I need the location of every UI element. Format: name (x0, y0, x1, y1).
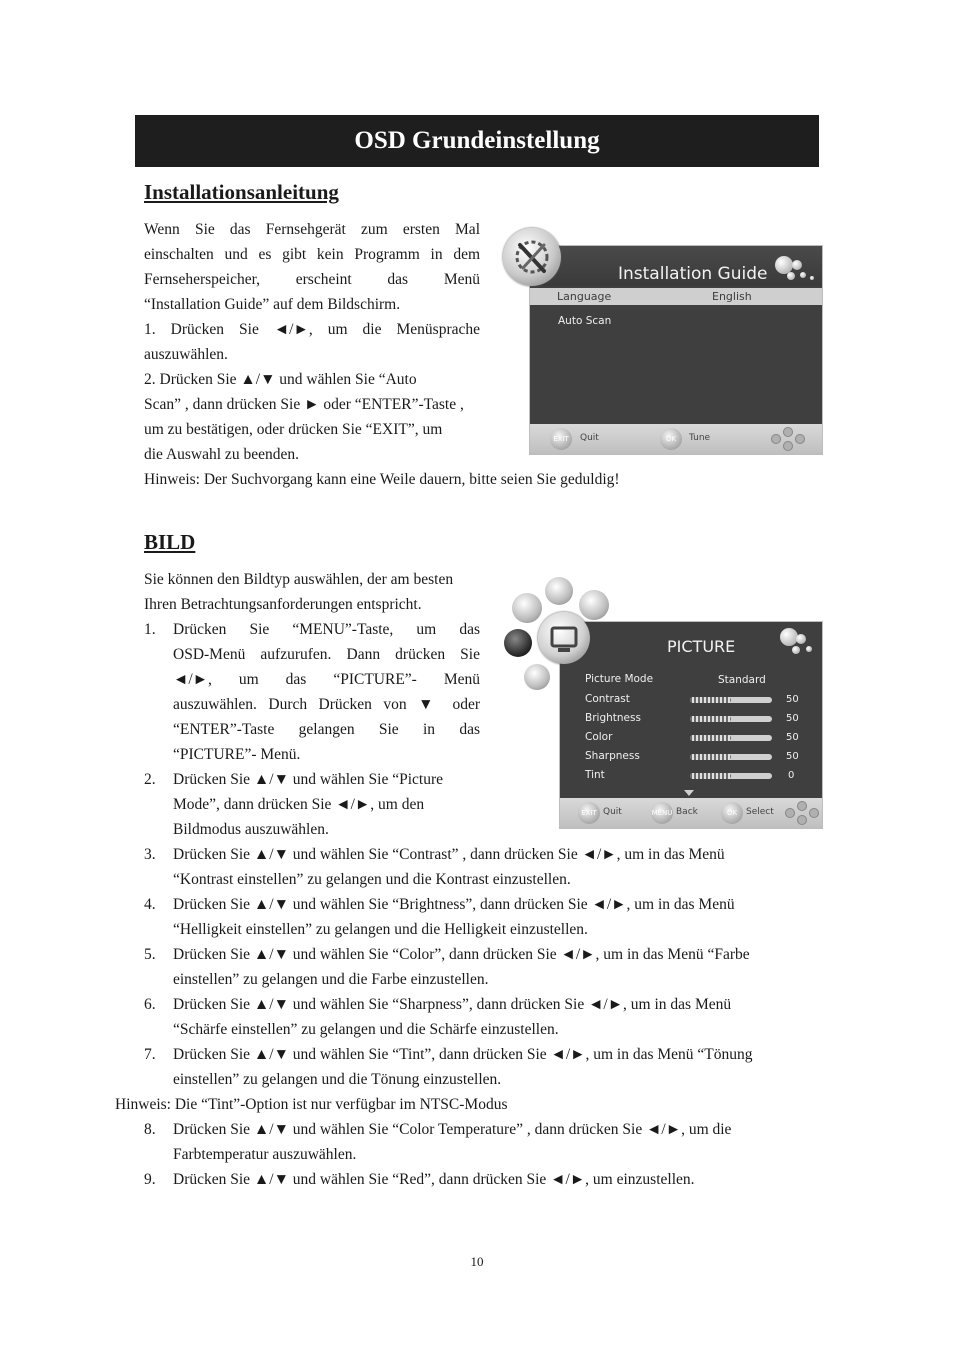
intro-line: “Installation Guide” auf dem Bildschirm. (144, 296, 401, 313)
item-line: Drücken Sie ▲/▼ und wählen Sie “Red”, dann drücken Sie ◄/►, um einzustellen. (173, 1171, 695, 1188)
language-value: English (712, 290, 752, 303)
item-line: Drücken Sie ▲/▼ und wählen Sie “Brightness”, dann drücken Sie ◄/►, um in das Menü (173, 896, 735, 913)
row-value: 50 (786, 751, 799, 762)
list-item (144, 942, 824, 992)
intro-line: Fernseherspeicher, erscheint das Menü (144, 271, 480, 288)
quit-label: Quit (603, 807, 622, 817)
bild-steps-wide (115, 842, 824, 1192)
bild-steps-narrow (144, 617, 480, 842)
osd-title: PICTURE (667, 637, 736, 656)
sharpness-slider[interactable] (690, 754, 772, 760)
item-number: 4. (144, 896, 156, 913)
page-title: OSD Grundeinstellung (135, 115, 819, 167)
picture-mode-label[interactable]: Picture Mode (585, 673, 654, 685)
list-item (144, 892, 824, 942)
item-line: einstellen” zu gelangen und die Tönung einzustellen. (173, 1071, 502, 1088)
osd-title: Installation Guide (618, 264, 768, 284)
row-value: 0 (788, 770, 795, 781)
item-line: Drücken Sie ▲/▼ und wählen Sie “Color Temperature” , dann drücken Sie ◄/►, um die (173, 1121, 732, 1138)
intro-line: Wenn Sie das Fernsehgerät zum ersten Mal (144, 221, 480, 238)
item-line: “Kontrast einstellen” zu gelangen und die Kontrast einzustellen. (173, 871, 571, 888)
tune-label: Tune (689, 433, 711, 443)
item-number: 5. (144, 946, 156, 963)
item-number: 7. (144, 1046, 156, 1063)
page-number: 10 (470, 1254, 484, 1269)
picture-menu-screen (560, 622, 822, 828)
item-line: Farbtemperatur auszuwählen. (173, 1146, 357, 1163)
row-value: 50 (786, 694, 799, 705)
item-line: ◄/►, um das “PICTURE”- Menü (173, 671, 480, 688)
exit-button[interactable]: EXIT (578, 802, 600, 824)
list-item (144, 1117, 824, 1167)
menu-icon-sound (524, 664, 550, 690)
quit-label: Quit (580, 433, 599, 443)
item-line: Drücken Sie ▲/▼ und wählen Sie “Sharpness”, dann drücken Sie ◄/►, um in das Menü (173, 996, 732, 1013)
back-label: Back (676, 807, 698, 817)
item-line: Drücken Sie ▲/▼ und wählen Sie “Tint”, dann drücken Sie ◄/►, um in das Menü “Tönung (173, 1046, 753, 1063)
item-number: 2. (144, 771, 156, 788)
picture-icon (538, 612, 590, 664)
tools-icon (503, 228, 561, 286)
item-line: Bildmodus auszuwählen. (173, 821, 329, 838)
step-line: um zu bestätigen, oder drücken Sie “EXIT”, um (144, 421, 443, 438)
item-line: Drücken Sie ▲/▼ und wählen Sie “Picture (173, 771, 444, 788)
language-row[interactable] (530, 288, 822, 305)
item-line: Mode”, dann drücken Sie ◄/►, um den (173, 796, 425, 813)
item-line: Drücken Sie “MENU”-Taste, um das (173, 621, 480, 638)
row-label: Contrast (585, 693, 630, 705)
section-heading-installation: Installationsanleitung (144, 180, 339, 204)
exit-button[interactable]: EXIT (550, 428, 572, 450)
select-label: Select (746, 807, 774, 817)
menu-icon-channel (545, 577, 573, 605)
section-heading-bild: BILD (144, 530, 196, 554)
row-label: Brightness (585, 712, 641, 724)
language-label: Language (557, 290, 612, 303)
item-number: 1. (144, 621, 156, 638)
row-value: 50 (786, 713, 799, 724)
item-line: “PICTURE”- Menü. (173, 746, 301, 763)
brightness-slider[interactable] (690, 716, 772, 722)
osd-footer (560, 798, 822, 828)
item-number: 6. (144, 996, 156, 1013)
list-item (144, 617, 480, 767)
row-value: 50 (786, 732, 799, 743)
scroll-down-icon[interactable] (684, 790, 694, 796)
item-line: einstellen” zu gelangen und die Farbe einzustellen. (173, 971, 489, 988)
installation-guide-screen (530, 246, 822, 454)
bild-intro (144, 567, 453, 617)
ok-button[interactable]: OK (721, 802, 743, 824)
step-line: die Auswahl zu beenden. (144, 446, 299, 463)
item-line: “Schärfe einstellen” zu gelangen und die Schärfe einzustellen. (173, 1021, 559, 1038)
list-item (144, 1167, 824, 1192)
contrast-slider[interactable] (690, 697, 772, 703)
intro-line: Sie können den Bildtyp auswählen, der am besten (144, 571, 454, 588)
color-slider[interactable] (690, 735, 772, 741)
intro-line: Ihren Betrachtungsanforderungen entspricht. (144, 596, 422, 613)
item-line: OSD-Menü aufzurufen. Dann drücken Sie (173, 646, 480, 663)
step-line: Scan” , dann drücken Sie ► oder “ENTER”-Taste , (144, 396, 464, 413)
item-line: “Helligkeit einstellen” zu gelangen und die Helligkeit einzustellen. (173, 921, 588, 938)
list-item (144, 842, 824, 892)
menu-icon-time (504, 629, 532, 657)
row-label: Tint (585, 769, 605, 781)
hint-text: Hinweis: Die “Tint”-Option ist nur verfügbar im NTSC-Modus (115, 1096, 508, 1113)
item-line: Drücken Sie ▲/▼ und wählen Sie “Contrast” , dann drücken Sie ◄/►, um in das Menü (173, 846, 725, 863)
intro-line: einschalten und es gibt kein Programm in dem (144, 246, 480, 263)
auto-scan-item[interactable]: Auto Scan (558, 315, 612, 327)
osd-footer (530, 424, 822, 454)
item-number: 8. (144, 1121, 156, 1138)
menu-button[interactable]: MENU (651, 802, 673, 824)
item-line: auszuwählen. Durch Drücken von ▼ oder (173, 696, 480, 713)
picture-mode-value: Standard (718, 674, 766, 686)
dpad-icon (768, 427, 808, 451)
item-line: “ENTER”-Taste gelangen Sie in das (173, 721, 480, 738)
hint-text: Hinweis: Der Suchvorgang kann eine Weile dauern, bitte seien Sie geduldig! (144, 471, 620, 488)
row-label: Color (585, 731, 613, 743)
list-item (144, 1042, 824, 1092)
tint-slider[interactable] (690, 773, 772, 779)
list-item (144, 992, 824, 1042)
list-item (144, 767, 480, 842)
ok-button[interactable]: OK (660, 428, 682, 450)
dpad-icon (782, 801, 822, 825)
step-line: 2. Drücken Sie ▲/▼ und wählen Sie “Auto (144, 371, 417, 388)
row-label: Sharpness (585, 750, 640, 762)
item-number: 9. (144, 1171, 156, 1188)
step-line: auszuwählen. (144, 346, 228, 363)
item-line: Drücken Sie ▲/▼ und wählen Sie “Color”, dann drücken Sie ◄/►, um in das Menü “Farbe (173, 946, 750, 963)
item-number: 3. (144, 846, 156, 863)
step-line: 1. Drücken Sie ◄/►, um die Menüsprache (144, 321, 480, 338)
